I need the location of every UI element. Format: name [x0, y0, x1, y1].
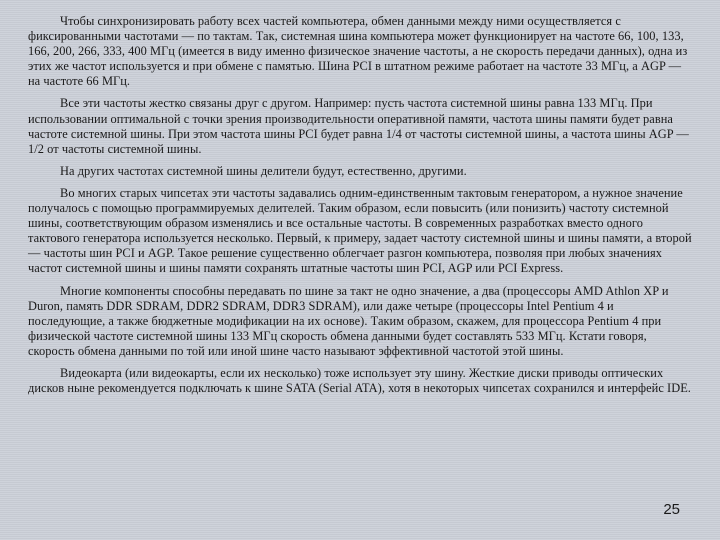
paragraph-5: Многие компоненты способны передавать по шине за такт не одно значение, а два (процессоры AMD Athlon XP и Duron, память DDR SDRAM, DDR2 SDRAM, DDR3 SDRAM), или даже четыре (процессоры Intel Pentium 4 и последующие, а также бюджетные модификации на их основе). Таким образом, скажем, для процессора Pentium 4 при физической частоте системной шины 133 МГц скорость обмена данными будет составлять 533 МГц. Кстати говоря, скорость обмена данными по той или иной шине часто называют эффективной частотой этой шины.	[28, 283, 669, 358]
page-number: 25	[663, 501, 680, 518]
paragraph-2: Все эти частоты жестко связаны друг с другом. Например: пусть частота системной шины равна 133 МГц. При использовании оптимальной с точки зрения производительности оперативной памяти, частота шины памяти будет равна частоте системной шины. При этом частота шины PCI будет равна 1/4 от частоты системной шины, а частота шины AGP — 1/2 от частоты системной шины.	[28, 96, 689, 156]
paragraph-1: Чтобы синхронизировать работу всех частей компьютера, обмен данными между ними осуществляется с фиксированными частотами — по тактам. Так, системная шина компьютера может функционирует на частоте 66, 100, 133, 166, 200, 266, 333, 400 МГц (имеется в виду именно физическое значение частоты, а не скорость передачи данных), одна из этих же частот используется и при обмене с памятью. Шина PCI в штатном режиме работает на частоте 33 МГц, а AGP — на частоте 66 МГц.	[28, 14, 688, 89]
paragraph-3: На других частотах системной шины делители будут, естественно, другими.	[60, 163, 467, 178]
paragraph-4: Во многих старых чипсетах эти частоты задавались одним-единственным тактовым генератором, а нужное значение получалось с помощью программируемых делителей. Таким образом, если повысить (или понизить) частоту системной шины, соответствующим образом изменялись и все остальные частоты. В современных разработках вместо одного тактового генератора используется несколько. Первый, к примеру, задает частоту системной шины и шины памяти, а второй — частоты шин PCI и AGP. Такое решение существенно облегчает разгон компьютера, позволяя при любых значениях частот системной шины и шины памяти сохранять штатные частоты шин PCI, AGP или PCI Express.	[28, 185, 692, 276]
slide-body	[28, 14, 694, 530]
paragraph-6: Видеокарта (или видеокарты, если их несколько) тоже использует эту шину. Жесткие диски приводы оптических дисков ныне рекомендуется подключать к шине SATA (Serial ATA), хотя в некоторых чипсетах сохранился и интерфейс IDE.	[28, 365, 691, 396]
